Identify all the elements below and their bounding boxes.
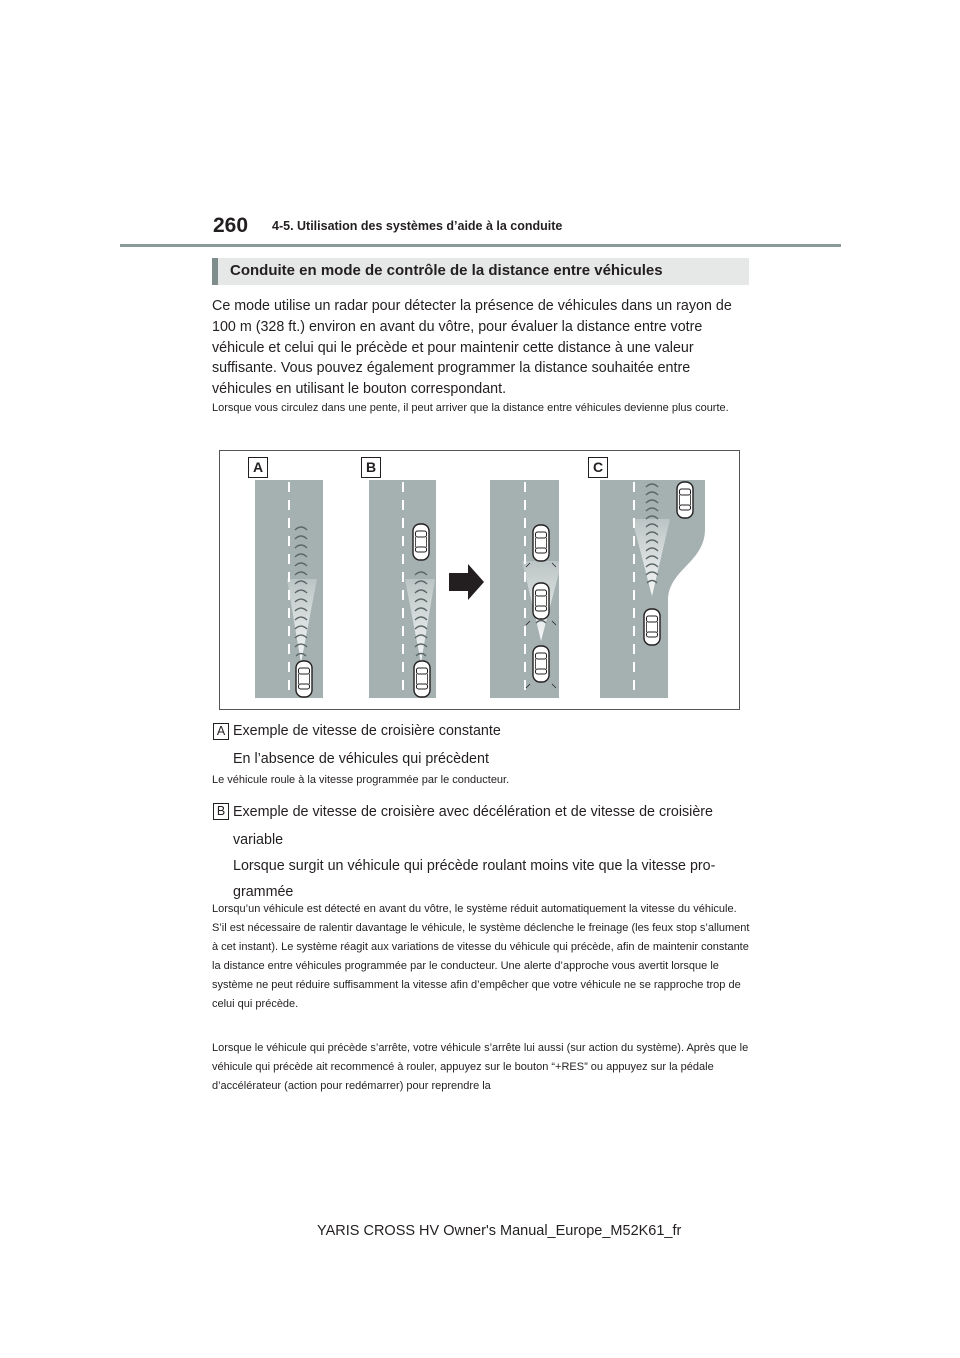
item-a-subtitle: En l’absence de véhicules qui précèdent xyxy=(233,751,489,767)
own-vehicle-b2 xyxy=(533,583,549,619)
road-diagram xyxy=(220,451,741,711)
item-b-description-2: Lorsque le véhicule qui précède s’arrête, votre véhicule s’arrête lui aussi (sur action du système). Après que le véhicule qui précède ait recommencé à rouler, appuyez sur le bouton “+RES” ou appuyez sur la pédale d’accélérateur (action pour redémarrer) pour reprendre la xyxy=(212,1042,749,1092)
item-label-b: B xyxy=(213,803,229,820)
own-vehicle-b xyxy=(414,661,430,697)
section-heading-box xyxy=(212,258,749,285)
chapter-title: 4-5. Utilisation des systèmes d’aide à la conduite xyxy=(272,219,563,233)
acc-illustration xyxy=(219,450,740,710)
page-number: 260 xyxy=(213,214,249,237)
item-b-title-line1: Exemple de vitesse de croisière avec décélération et de vitesse de croisière xyxy=(233,804,713,820)
scene-c-road xyxy=(600,480,705,698)
intro-note: Lorsque vous circulez dans une pente, il peut arriver que la distance entre véhicules devienne plus courte. xyxy=(212,402,729,414)
footer-manual-id: YARIS CROSS HV Owner's Manual_Europe_M52K61_fr xyxy=(317,1223,682,1239)
scene-b2-road xyxy=(490,480,562,698)
scene-b-road xyxy=(369,480,436,698)
preceding-vehicle-b2 xyxy=(533,525,549,561)
scene-a-road xyxy=(255,480,323,698)
transition-arrow-icon xyxy=(449,564,484,600)
item-label-a: A xyxy=(213,723,229,740)
own-vehicle-c xyxy=(644,609,660,645)
merging-vehicle-c xyxy=(677,482,693,518)
item-b-title-line2: variable xyxy=(233,832,284,848)
item-b-subtitle-line2: grammée xyxy=(233,884,294,900)
figure-label-c: C xyxy=(588,457,608,478)
following-vehicle-b2 xyxy=(533,646,549,682)
own-vehicle-a xyxy=(296,661,312,697)
section-title: Conduite en mode de contrôle de la distance entre véhicules xyxy=(230,262,663,279)
figure-label-a: A xyxy=(248,457,268,478)
item-b-subtitle-line1: Lorsque surgit un véhicule qui précède roulant moins vite que la vitesse pro- xyxy=(233,858,716,874)
item-b-description-1: Lorsqu’un véhicule est détecté en avant du vôtre, le système réduit automatiquement la vitesse du véhicule. S’il est nécessaire de ralentir davantage le véhicule, le système déclenche le freinage (les feux stop s’allument à cet instant). Le système réagit aux variations de vitesse du véhicule qui précède, afin de maintenir constante la distance entre véhicules programmée par le conducteur. Une alerte d’approche vous avertit lorsque le système ne peut réduire suffisamment la vitesse afin d’empêcher que votre véhicule ne se rapproche trop de celui qui précède. xyxy=(212,903,750,1010)
item-a-title: Exemple de vitesse de croisière constante xyxy=(233,723,501,739)
header-rule xyxy=(120,244,841,247)
figure-label-b: B xyxy=(361,457,381,478)
intro-paragraph: Ce mode utilise un radar pour détecter la présence de véhicules dans un rayon de 100 m (328 ft.) environ en avant du vôtre, pour évaluer la distance entre votre véhicule et celui qui le précède et pour maintenir cette distance à une valeur suffisante. Vous pouvez également programmer la distance souhaitée entre véhicules en utilisant le bouton correspondant. xyxy=(212,298,732,398)
item-a-description: Le véhicule roule à la vitesse programmée par le conducteur. xyxy=(212,774,510,786)
preceding-vehicle-b xyxy=(413,524,429,560)
